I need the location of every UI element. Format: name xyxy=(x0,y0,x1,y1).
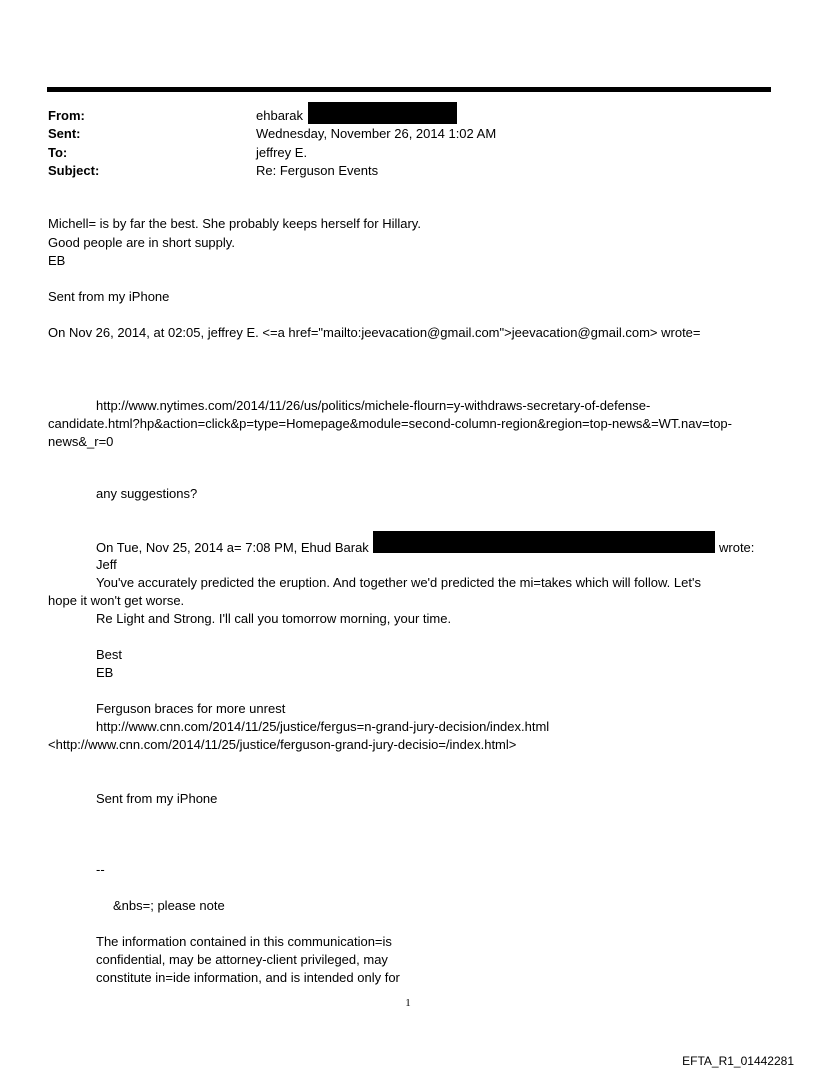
body-line: EB xyxy=(48,253,66,268)
headline: Ferguson braces for more unrest xyxy=(96,701,286,716)
body-line: Jeff xyxy=(96,557,117,572)
header-rule xyxy=(47,87,771,92)
from-value: ehbarak xyxy=(256,108,303,123)
cnn-link-line: <http://www.cnn.com/2014/11/25/justice/ferguson-grand-jury-decisio=/index.html> xyxy=(48,737,517,752)
disclaimer-line: constitute in=ide information, and is intended only for xyxy=(96,970,400,985)
body-line: EB xyxy=(96,665,114,680)
page-number: 1 xyxy=(405,997,411,1009)
quote-attribution: On Tue, Nov 25, 2014 a= 7:08 PM, Ehud Barak xyxy=(96,540,369,555)
to-value: jeffrey E. xyxy=(256,145,308,160)
subject-value: Re: Ferguson Events xyxy=(256,163,379,178)
body-line: Michell= is by far the best. She probably keeps herself for Hillary. xyxy=(48,216,421,231)
from-label: From: xyxy=(48,108,85,123)
to-label: To: xyxy=(48,145,68,160)
reply-attribution: On Nov 26, 2014, at 02:05, jeffrey E. <=a href="mailto:jeevacation@gmail.com">jeevacation@gmail.com> wrote= xyxy=(48,325,701,340)
body-line: hope it won't get worse. xyxy=(48,593,185,608)
disclaimer-line: confidential, may be attorney-client privileged, may xyxy=(96,952,388,967)
subject-label: Subject: xyxy=(48,163,100,178)
sent-label: Sent: xyxy=(48,126,81,141)
bates-number: EFTA_R1_01442281 xyxy=(682,1054,794,1068)
quote-wrote: wrote: xyxy=(719,540,755,555)
sent-from-iphone: Sent from my iPhone xyxy=(48,289,170,304)
any-suggestions: any suggestions? xyxy=(96,486,198,501)
body-line: Re Light and Strong. I'll call you tomorrow morning, your time. xyxy=(96,611,452,626)
redaction-quote-email xyxy=(373,531,715,553)
body-line: &nbs=; please note xyxy=(113,898,225,913)
body-line: Good people are in short supply. xyxy=(48,235,235,250)
disclaimer-line: The information contained in this communication=is xyxy=(96,934,392,949)
nytimes-link-line: http://www.nytimes.com/2014/11/26/us/politics/michele-flourn=y-withdraws-secretary-of-defense- xyxy=(96,398,651,413)
body-line: You've accurately predicted the eruption. And together we'd predicted the mi=takes which will follow. Let's xyxy=(96,575,701,590)
sent-from-iphone: Sent from my iPhone xyxy=(96,791,218,806)
body-line: Best xyxy=(96,647,123,662)
signature-separator: -- xyxy=(96,862,105,877)
sent-value: Wednesday, November 26, 2014 1:02 AM xyxy=(256,126,497,141)
redaction-from-email xyxy=(308,102,457,124)
cnn-link-line: http://www.cnn.com/2014/11/25/justice/fergus=n-grand-jury-decision/index.html xyxy=(96,719,550,734)
nytimes-link-line: candidate.html?hp&action=click&p=type=Homepage&module=second-column-region&region=top-news&=WT.nav=top- xyxy=(48,416,732,431)
nytimes-link-line: news&_r=0 xyxy=(48,434,114,449)
